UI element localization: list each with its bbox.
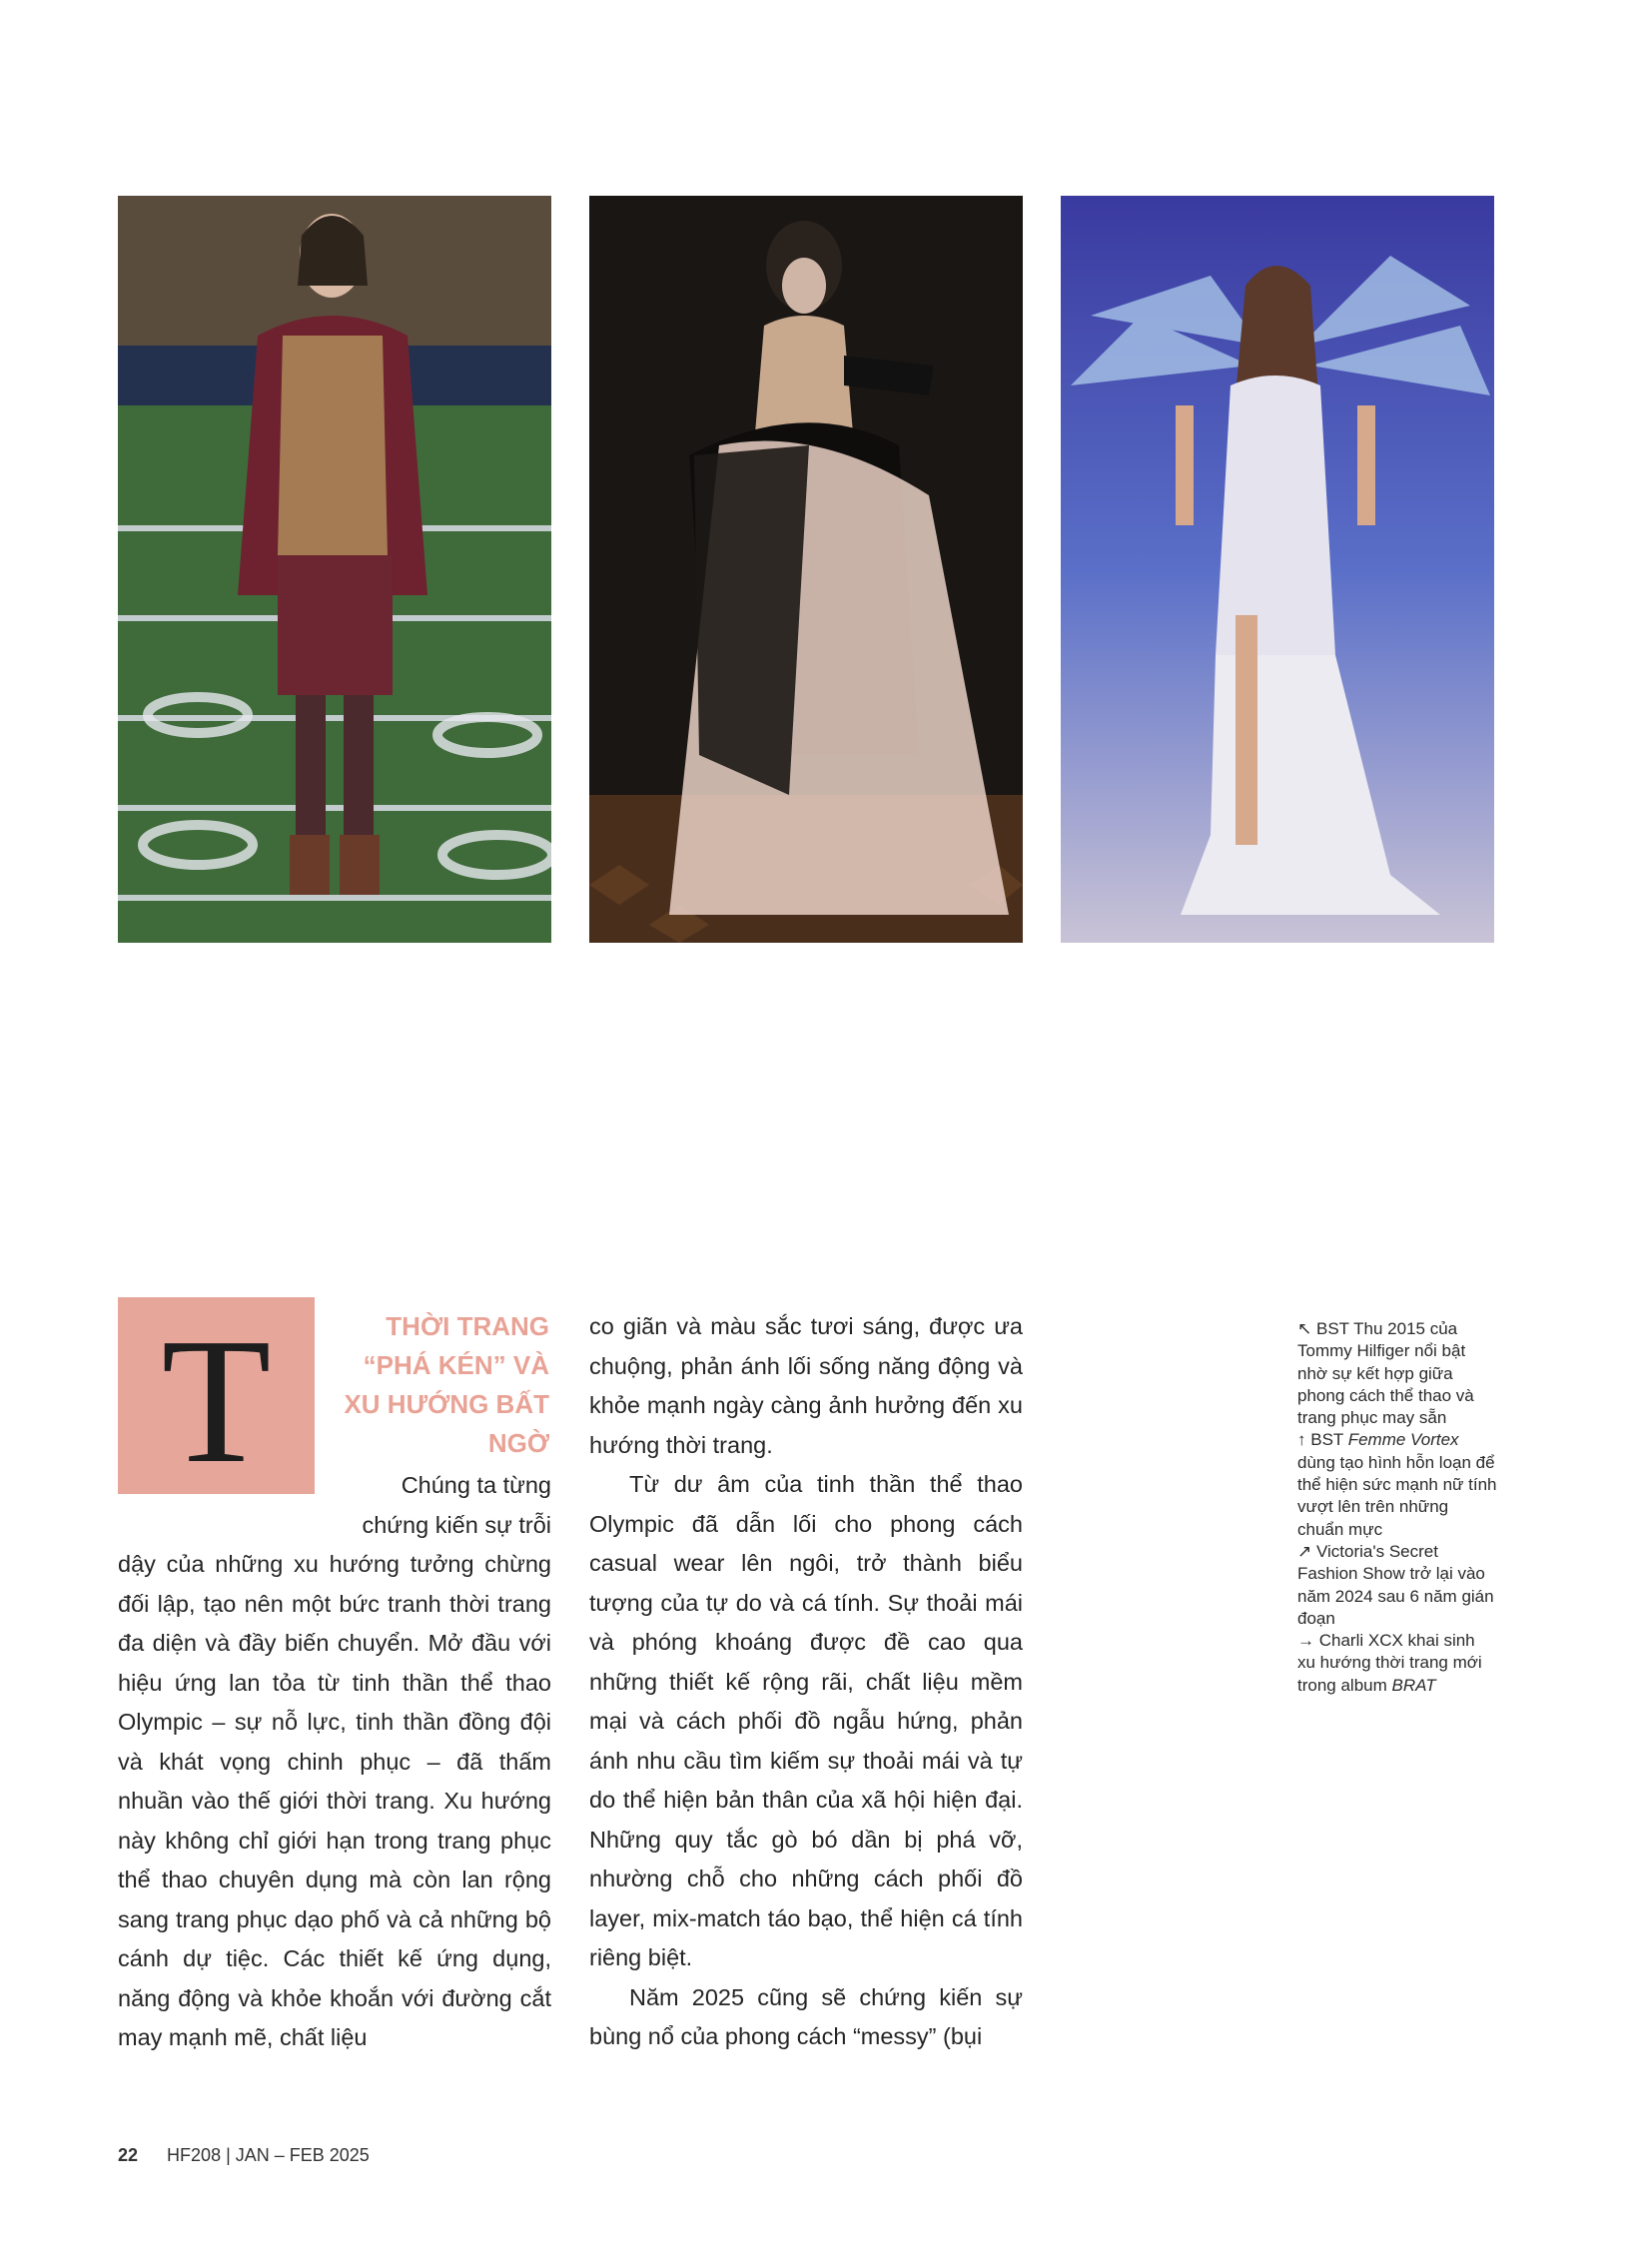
- column-2: [589, 1307, 1023, 2057]
- caption-1: ↖ BST Thu 2015 của Tommy Hilfiger nổi bật nhờ sự kết hợp giữa phong cách thể thao và trang phục may sẵn: [1297, 1319, 1474, 1428]
- arrow-right-icon: →: [1297, 1631, 1314, 1651]
- drop-cap: [118, 1297, 315, 1500]
- column-2-paragraph-3: Năm 2025 cũng sẽ chứng kiến sự bùng nổ của phong cách “messy” (bụi: [589, 1983, 1023, 2049]
- arrow-up-icon: ↑: [1297, 1430, 1306, 1450]
- column-1-intro: Chúng ta từng chứng kiến sự trỗi: [362, 1472, 551, 1538]
- photo-femme-vortex: [589, 196, 1023, 943]
- drop-cap-letter: T: [161, 1300, 272, 1500]
- caption-3: ↗ Victoria's Secret Fashion Show trở lại vào năm 2024 sau 6 năm gián đoạn: [1297, 1541, 1494, 1628]
- column-2-paragraph-1: co giãn và màu sắc tươi sáng, được ưa chuộng, phản ánh lối sống năng động và khỏe mạnh ngày càng ảnh hưởng đến xu hướng thời trang.: [589, 1313, 1023, 1458]
- arrow-up-left-icon: ↖: [1297, 1319, 1312, 1338]
- caption-4: → Charli XCX khai sinh xu hướng thời trang mới trong album BRAT: [1297, 1631, 1482, 1695]
- photo-captions: [1297, 1318, 1497, 1697]
- caption-2: ↑ BST Femme Vortex dùng tạo hình hỗn loạn để thể hiện sức mạnh nữ tính vượt lên trên những chuẩn mực: [1297, 1430, 1497, 1539]
- arrow-up-right-icon: ↗: [1297, 1541, 1312, 1561]
- issue-info: HF208 | JAN – FEB 2025: [167, 2145, 370, 2165]
- photo-victorias-secret: [1061, 196, 1494, 943]
- article-headline: THỜI TRANG “PHÁ KÉN” VÀ XU HƯỚNG BẤT NGỜ: [344, 1311, 549, 1458]
- page-number: 22: [118, 2145, 139, 2165]
- column-1-body: dậy của những xu hướng tưởng chừng đối lập, tạo nên một bức tranh thời trang đa diện và đầy biến chuyển. Mở đầu với hiệu ứng lan tỏa từ tinh thần thể thao Olympic – sự nỗ lực, tinh thần đồng đội và khát vọng chinh phục – đã thấm nhuần vào thế giới thời trang. Xu hướng này không chỉ giới hạn trong trang phục thể thao chuyên dụng mà còn lan rộng sang trang phục dạo phố và cả những bộ cánh dự tiệc. Các thiết kế ứng dụng, năng động và khỏe khoắn với đường cắt may mạnh mẽ, chất liệu: [118, 1551, 551, 2050]
- column-2-paragraph-2: Từ dư âm của tinh thần thể thao Olympic đã dẫn lối cho phong cách casual wear lên ngôi, trở thành biểu tượng của tự do và cá tính. Sự thoải mái và phóng khoáng được đề cao qua những thiết kế rộng rãi, chất liệu mềm mại và cách phối đồ ngẫu hứng, phản ánh nhu cầu tìm kiếm sự thoải mái và tự do thể hiện bản thân của xã hội hiện đại. Những quy tắc gò bó dần bị phá vỡ, nhường chỗ cho những cách phối đồ layer, mix-match táo bạo, thể hiện cá tính riêng biệt.: [589, 1471, 1023, 1970]
- photo-tommy-hilfiger: [118, 196, 551, 943]
- page-footer: [118, 2145, 370, 2166]
